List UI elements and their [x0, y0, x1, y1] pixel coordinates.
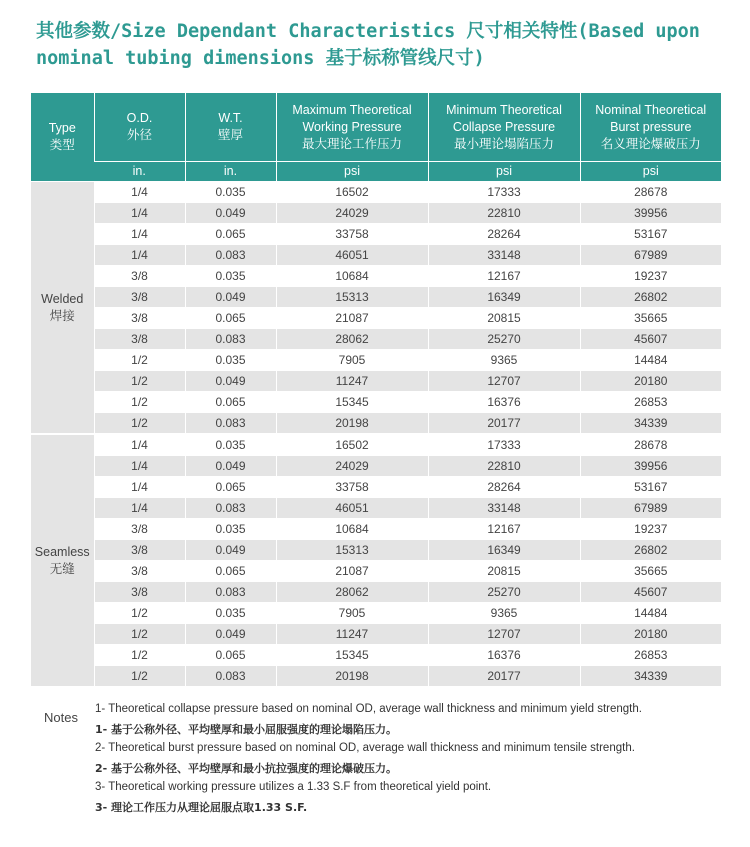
cell-wt: 0.035 [185, 434, 276, 456]
table-row [31, 350, 721, 371]
note-line: 2- 基于公称外径、平均壁厚和最小抗拉强度的理论爆破压力。 [95, 761, 398, 775]
cell-collapse-pressure: 25270 [428, 329, 580, 350]
cell-od: 3/8 [94, 582, 185, 603]
cell-working-pressure: 20198 [276, 666, 428, 687]
cell-od: 1/4 [94, 456, 185, 477]
cell-collapse-pressure: 9365 [428, 350, 580, 371]
cell-collapse-pressure: 20177 [428, 666, 580, 687]
cell-collapse-pressure: 20815 [428, 561, 580, 582]
cell-working-pressure: 20198 [276, 413, 428, 435]
header-od-cn: 外径 [126, 128, 152, 142]
header-od [94, 93, 185, 162]
cell-working-pressure: 11247 [276, 624, 428, 645]
cell-burst-pressure: 28678 [580, 434, 721, 456]
header-nbp-cn: 名义理论爆破压力 [600, 136, 701, 151]
cell-od: 3/8 [94, 308, 185, 329]
table-row [31, 371, 721, 392]
cell-od: 1/2 [94, 350, 185, 371]
cell-working-pressure: 15313 [276, 287, 428, 308]
cell-collapse-pressure: 33148 [428, 245, 580, 266]
cell-working-pressure: 16502 [276, 182, 428, 203]
cell-od: 3/8 [94, 266, 185, 287]
header-mcp-line1: Minimum Theoretical [446, 102, 562, 117]
page-title: 其他参数/Size Dependant Characteristics 尺寸相关特性(Based upon nominal tubing dimensions 基于标称管线尺寸) [36, 21, 700, 69]
cell-wt: 0.049 [185, 203, 276, 224]
cell-working-pressure: 24029 [276, 456, 428, 477]
cell-collapse-pressure: 12167 [428, 266, 580, 287]
cell-working-pressure: 46051 [276, 498, 428, 519]
cell-od: 1/2 [94, 371, 185, 392]
cell-od: 3/8 [94, 287, 185, 308]
header-mcp-line2: Collapse Pressure [452, 119, 556, 134]
cell-wt: 0.065 [185, 308, 276, 329]
table-row [31, 603, 721, 624]
note-line: 2- Theoretical burst pressure based on nominal OD, average wall thickness and minimum tensile strength. [95, 742, 635, 754]
cell-working-pressure: 15313 [276, 540, 428, 561]
cell-collapse-pressure: 20815 [428, 308, 580, 329]
cell-od: 3/8 [94, 561, 185, 582]
table-row [31, 456, 721, 477]
table-row [31, 413, 721, 435]
cell-burst-pressure: 28678 [580, 182, 721, 203]
table-row [31, 308, 721, 329]
group-label [31, 182, 94, 435]
table-row [31, 645, 721, 666]
cell-collapse-pressure: 28264 [428, 224, 580, 245]
table-row [31, 434, 721, 456]
table-row [31, 329, 721, 350]
cell-working-pressure: 28062 [276, 582, 428, 603]
header-collapse-pressure [428, 93, 580, 162]
cell-burst-pressure: 34339 [580, 413, 721, 435]
cell-wt: 0.065 [185, 224, 276, 245]
cell-wt: 0.083 [185, 498, 276, 519]
cell-burst-pressure: 26853 [580, 392, 721, 413]
header-nbp-line1: Nominal Theoretical [595, 102, 707, 117]
cell-wt: 0.049 [185, 371, 276, 392]
note-line: 1- 基于公称外径、平均壁厚和最小屈服强度的理论塌陷压力。 [95, 722, 398, 736]
cell-od: 1/2 [94, 392, 185, 413]
cell-burst-pressure: 20180 [580, 624, 721, 645]
cell-collapse-pressure: 12707 [428, 624, 580, 645]
cell-burst-pressure: 45607 [580, 329, 721, 350]
cell-od: 3/8 [94, 329, 185, 350]
cell-wt: 0.065 [185, 645, 276, 666]
cell-collapse-pressure: 22810 [428, 203, 580, 224]
cell-od: 3/8 [94, 540, 185, 561]
cell-burst-pressure: 14484 [580, 603, 721, 624]
table-header [31, 93, 721, 182]
cell-burst-pressure: 67989 [580, 245, 721, 266]
table-row [31, 203, 721, 224]
cell-working-pressure: 11247 [276, 371, 428, 392]
cell-wt: 0.035 [185, 519, 276, 540]
unit-mwp: psi [276, 162, 428, 182]
cell-collapse-pressure: 25270 [428, 582, 580, 603]
group-label [31, 434, 94, 686]
unit-od: in. [94, 162, 185, 182]
cell-collapse-pressure: 12707 [428, 371, 580, 392]
header-type [31, 93, 94, 182]
header-burst-pressure [580, 93, 721, 162]
cell-od: 1/2 [94, 666, 185, 687]
table-row [31, 287, 721, 308]
cell-od: 1/2 [94, 645, 185, 666]
cell-burst-pressure: 45607 [580, 582, 721, 603]
cell-working-pressure: 7905 [276, 350, 428, 371]
cell-burst-pressure: 53167 [580, 224, 721, 245]
table-row [31, 519, 721, 540]
cell-burst-pressure: 35665 [580, 308, 721, 329]
cell-wt: 0.049 [185, 540, 276, 561]
cell-working-pressure: 24029 [276, 203, 428, 224]
cell-collapse-pressure: 20177 [428, 413, 580, 435]
header-wt [185, 93, 276, 162]
cell-wt: 0.083 [185, 582, 276, 603]
cell-burst-pressure: 26802 [580, 540, 721, 561]
cell-wt: 0.083 [185, 666, 276, 687]
cell-od: 1/4 [94, 203, 185, 224]
cell-burst-pressure: 53167 [580, 477, 721, 498]
cell-collapse-pressure: 17333 [428, 182, 580, 203]
cell-wt: 0.083 [185, 245, 276, 266]
unit-wt: in. [185, 162, 276, 182]
cell-working-pressure: 21087 [276, 308, 428, 329]
cell-wt: 0.083 [185, 329, 276, 350]
cell-od: 1/2 [94, 603, 185, 624]
cell-od: 1/4 [94, 498, 185, 519]
header-mwp-line1: Maximum Theoretical [292, 102, 412, 117]
table-row [31, 245, 721, 266]
cell-burst-pressure: 34339 [580, 666, 721, 687]
header-working-pressure [276, 93, 428, 162]
header-mwp-line2: Working Pressure [302, 119, 402, 134]
cell-od: 1/4 [94, 477, 185, 498]
table-row [31, 582, 721, 603]
table-row [31, 182, 721, 203]
note-line: 1- Theoretical collapse pressure based on nominal OD, average wall thickness and minimum yield strength. [95, 703, 642, 715]
table-row [31, 392, 721, 413]
cell-collapse-pressure: 16349 [428, 540, 580, 561]
cell-burst-pressure: 19237 [580, 266, 721, 287]
cell-burst-pressure: 14484 [580, 350, 721, 371]
header-mwp-cn: 最大理论工作压力 [301, 136, 402, 151]
cell-collapse-pressure: 28264 [428, 477, 580, 498]
cell-burst-pressure: 67989 [580, 498, 721, 519]
table-row [31, 498, 721, 519]
cell-burst-pressure: 26802 [580, 287, 721, 308]
group-label-en: Welded [41, 291, 84, 306]
group-label-cn: 焊接 [49, 308, 75, 323]
notes-label: Notes [44, 710, 78, 725]
header-mcp-cn: 最小理论塌陷压力 [453, 136, 554, 151]
cell-wt: 0.065 [185, 477, 276, 498]
cell-collapse-pressure: 16349 [428, 287, 580, 308]
cell-working-pressure: 21087 [276, 561, 428, 582]
cell-working-pressure: 33758 [276, 477, 428, 498]
header-type-cn: 类型 [49, 138, 75, 152]
cell-wt: 0.049 [185, 456, 276, 477]
cell-collapse-pressure: 22810 [428, 456, 580, 477]
cell-od: 1/2 [94, 413, 185, 435]
cell-collapse-pressure: 9365 [428, 603, 580, 624]
table-body [31, 182, 721, 687]
header-od-en: O.D. [126, 111, 153, 125]
cell-wt: 0.049 [185, 287, 276, 308]
unit-mcp: psi [428, 162, 580, 182]
cell-od: 1/4 [94, 434, 185, 456]
cell-od: 1/4 [94, 182, 185, 203]
cell-collapse-pressure: 33148 [428, 498, 580, 519]
cell-working-pressure: 15345 [276, 392, 428, 413]
cell-od: 1/2 [94, 624, 185, 645]
header-wt-cn: 壁厚 [217, 128, 243, 142]
table-row [31, 666, 721, 687]
note-line: 3- 理论工作压力从理论屈服点取1.33 S.F. [95, 800, 308, 814]
group-label-cn: 无缝 [49, 561, 75, 576]
table-row [31, 224, 721, 245]
cell-wt: 0.065 [185, 561, 276, 582]
cell-od: 3/8 [94, 519, 185, 540]
cell-collapse-pressure: 12167 [428, 519, 580, 540]
cell-burst-pressure: 19237 [580, 519, 721, 540]
cell-working-pressure: 10684 [276, 519, 428, 540]
cell-burst-pressure: 35665 [580, 561, 721, 582]
cell-working-pressure: 33758 [276, 224, 428, 245]
cell-wt: 0.035 [185, 266, 276, 287]
cell-od: 1/4 [94, 245, 185, 266]
cell-burst-pressure: 26853 [580, 645, 721, 666]
cell-wt: 0.049 [185, 624, 276, 645]
group-label-en: Seamless [34, 544, 90, 559]
cell-wt: 0.035 [185, 350, 276, 371]
table-row [31, 477, 721, 498]
unit-nbp: psi [580, 162, 721, 182]
cell-collapse-pressure: 16376 [428, 645, 580, 666]
cell-wt: 0.083 [185, 413, 276, 435]
header-type-en: Type [48, 121, 76, 135]
cell-working-pressure: 15345 [276, 645, 428, 666]
cell-collapse-pressure: 16376 [428, 392, 580, 413]
cell-working-pressure: 10684 [276, 266, 428, 287]
header-wt-en: W.T. [218, 111, 243, 125]
table-row [31, 266, 721, 287]
cell-burst-pressure: 39956 [580, 203, 721, 224]
header-nbp-line2: Burst pressure [610, 119, 692, 134]
notes-list [95, 700, 735, 817]
cell-od: 1/4 [94, 224, 185, 245]
cell-wt: 0.035 [185, 182, 276, 203]
note-line: 3- Theoretical working pressure utilizes a 1.33 S.F from theoretical yield point. [95, 781, 492, 793]
cell-wt: 0.065 [185, 392, 276, 413]
table-row [31, 540, 721, 561]
cell-collapse-pressure: 17333 [428, 434, 580, 456]
cell-working-pressure: 46051 [276, 245, 428, 266]
table-row [31, 561, 721, 582]
cell-working-pressure: 16502 [276, 434, 428, 456]
table-row [31, 624, 721, 645]
cell-wt: 0.035 [185, 603, 276, 624]
cell-burst-pressure: 20180 [580, 371, 721, 392]
cell-working-pressure: 7905 [276, 603, 428, 624]
cell-burst-pressure: 39956 [580, 456, 721, 477]
cell-working-pressure: 28062 [276, 329, 428, 350]
spec-table [31, 93, 721, 686]
